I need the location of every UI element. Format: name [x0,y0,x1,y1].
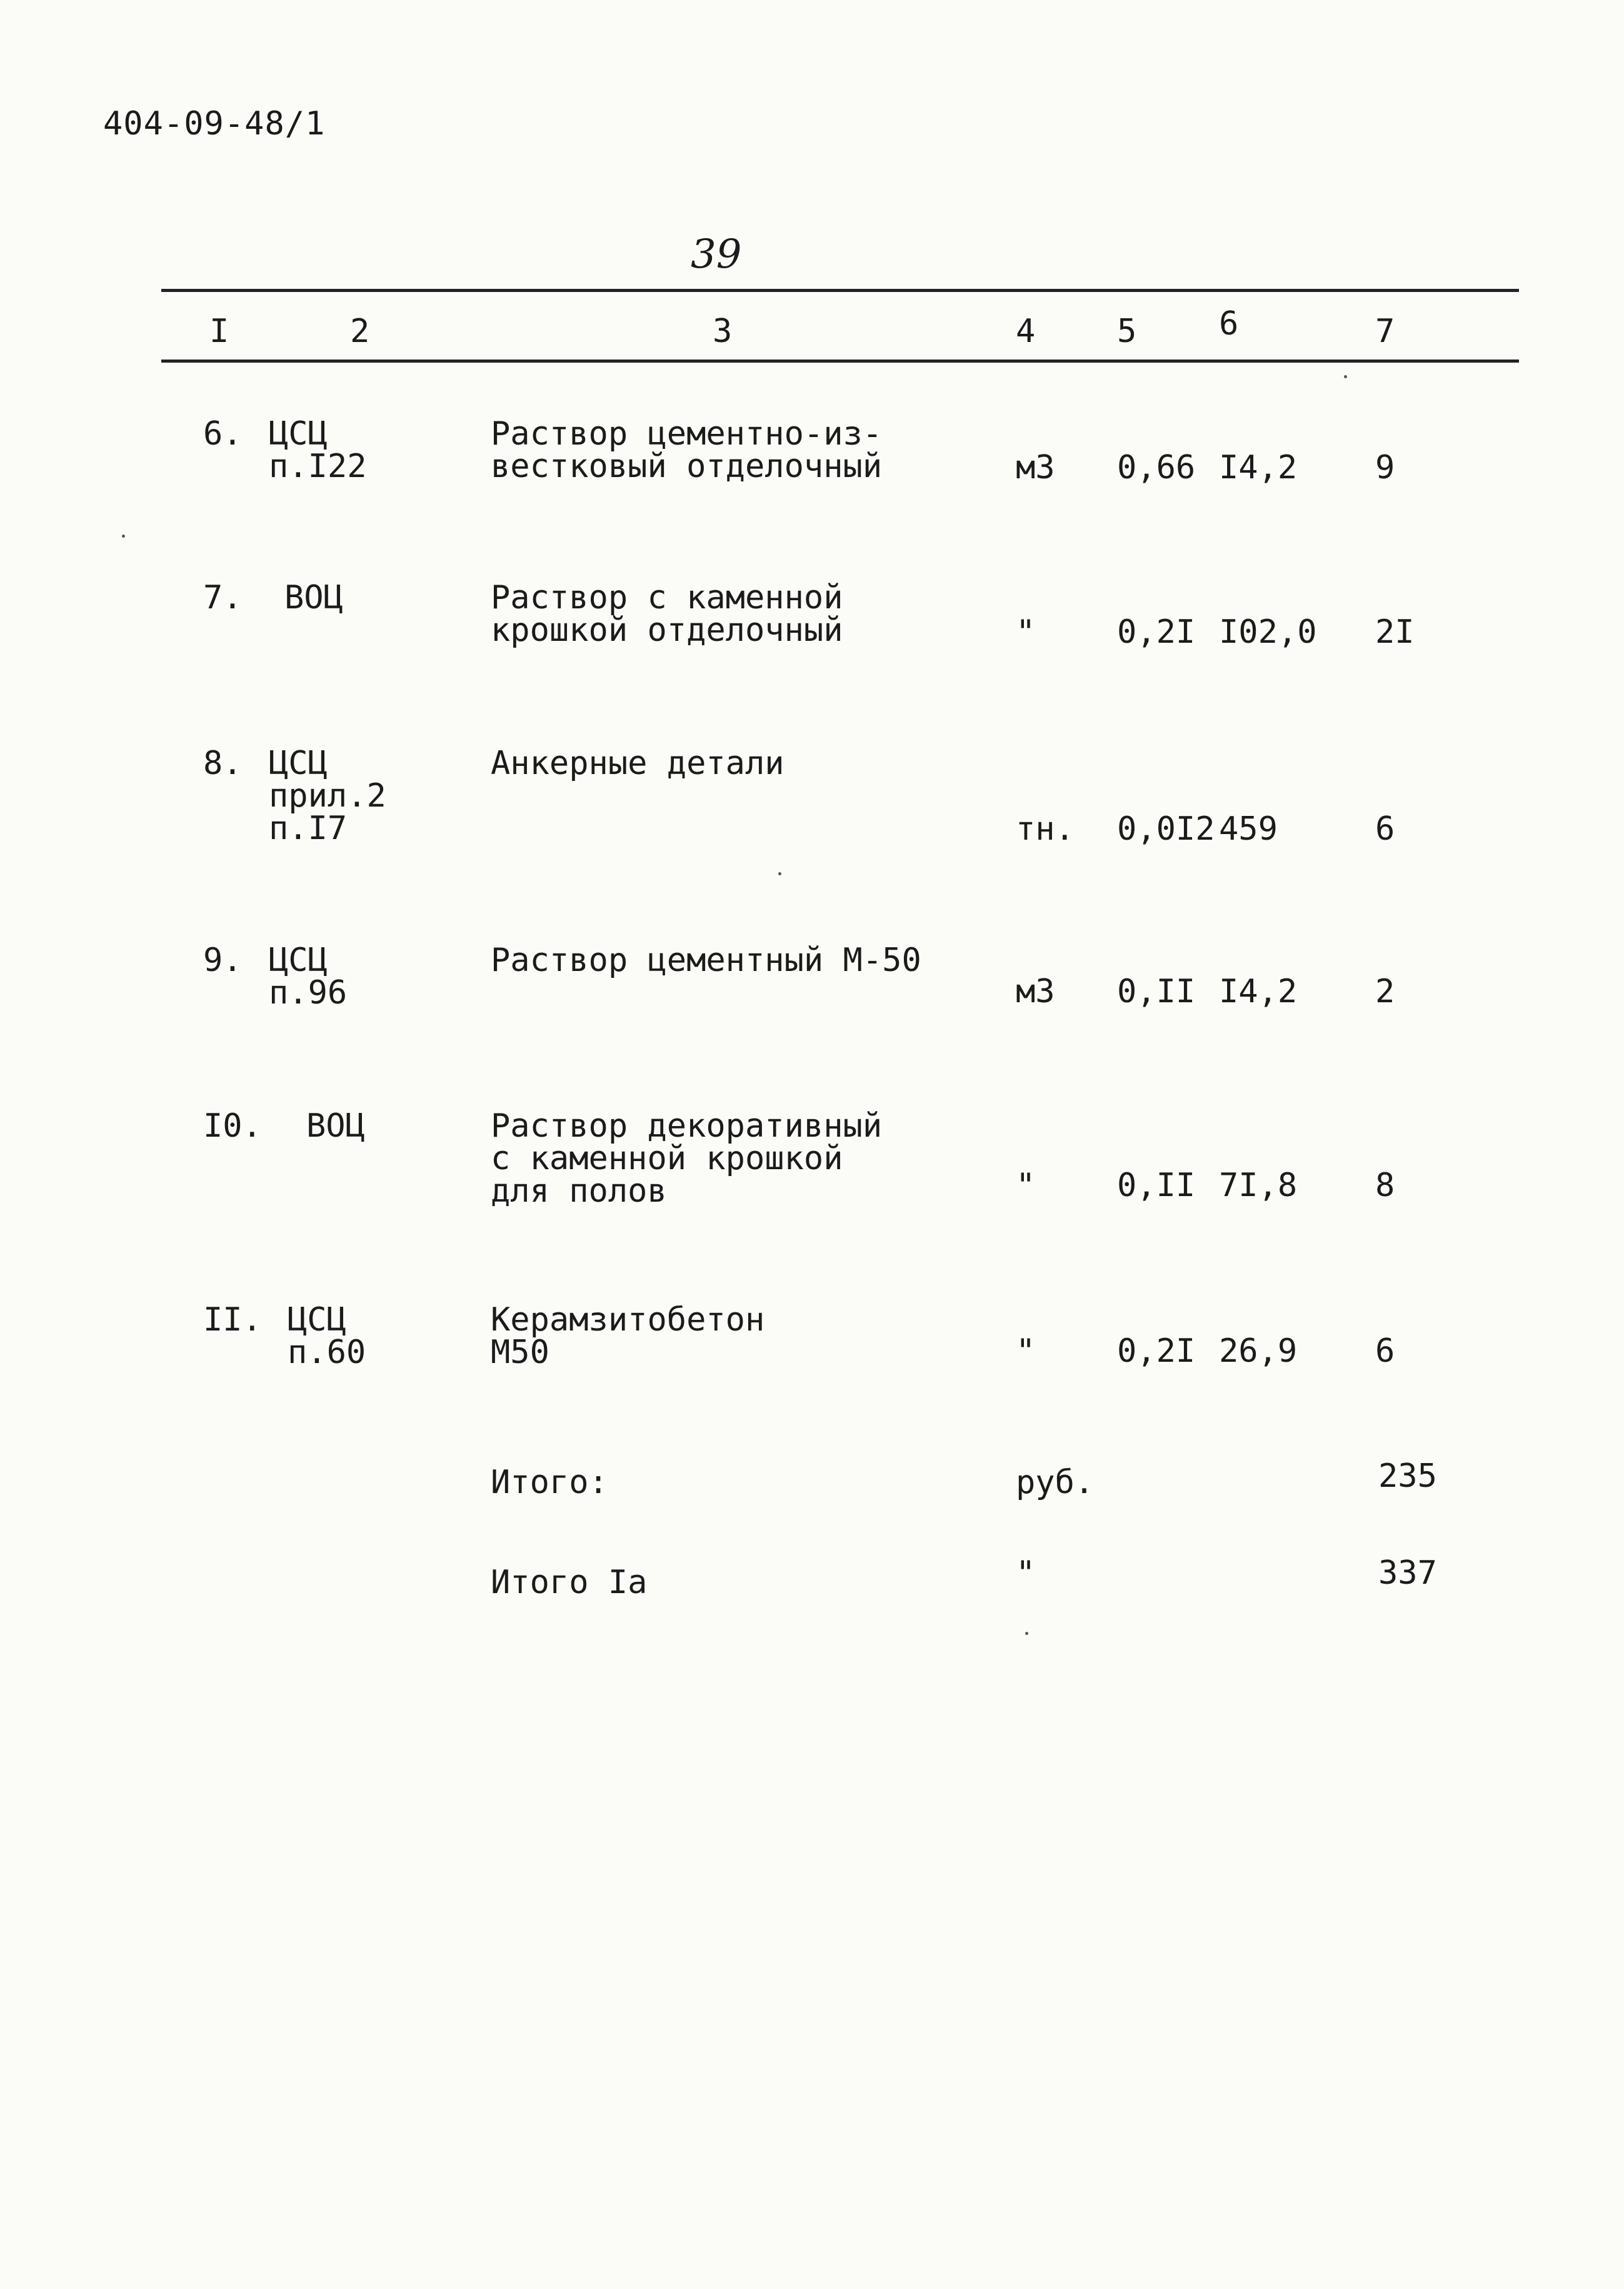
row-source: ЦСЦ прил.2 п.I7 [269,745,386,847]
row-qty: 0,II [1117,973,1196,1010]
document-code: 404-09-48/1 [103,105,326,143]
total-unit: " [1016,1554,1036,1592]
row-number: 6. [203,415,243,453]
total-label: Итого Iа [491,1564,648,1601]
row-total: 6 [1375,1332,1395,1370]
row-qty: 0,2I [1117,1332,1196,1370]
page-number: 39 [691,231,742,278]
column-header-2: 2 [350,313,370,350]
row-price: 459 [1219,810,1278,848]
row-number: 8. [203,745,243,782]
column-header-3: 3 [713,313,733,350]
row-qty: 0,II [1117,1167,1196,1204]
total-value: 235 [1378,1457,1437,1495]
row-total: 2I [1375,613,1415,651]
table-top-rule [161,289,1519,292]
row-unit: тн. [1016,810,1075,848]
total-value: 337 [1378,1554,1437,1592]
scan-speck [1025,1632,1028,1635]
row-unit: " [1016,1332,1036,1370]
column-header-6: 6 [1219,305,1239,343]
table-header-rule [161,360,1519,363]
row-source: ВОЦ [284,579,343,616]
column-header-7: 7 [1375,313,1395,350]
row-unit: " [1016,1167,1036,1204]
row-qty: 0,2I [1117,613,1196,651]
row-number: 7. [203,579,243,616]
row-total: 8 [1375,1167,1395,1204]
scan-speck [122,535,125,538]
row-name: Раствор декоративный с каменной крошкой для полов [491,1107,883,1210]
row-name: Раствор с каменной крошкой отделочный [491,579,843,649]
row-source: ЦСЦ п.I22 [269,415,367,485]
row-number: I0. [203,1107,262,1145]
row-name: Раствор цементный М-50 [491,942,921,979]
row-unit: м3 [1016,449,1055,486]
column-header-1: I [209,313,229,350]
row-price: 26,9 [1219,1332,1298,1370]
row-price: I4,2 [1219,449,1298,486]
column-header-5: 5 [1117,313,1137,350]
row-source: ЦСЦ п.60 [288,1301,366,1371]
row-price: I02,0 [1219,613,1317,651]
total-label: Итого: [491,1464,608,1501]
row-source: ВОЦ [306,1107,365,1145]
row-unit: " [1016,613,1036,651]
row-source: ЦСЦ п.96 [269,942,348,1012]
row-name: Анкерные детали [491,745,784,782]
row-name: Керамзитобетон М50 [491,1301,765,1371]
row-qty: 0,66 [1117,449,1196,486]
row-number: 9. [203,942,243,979]
row-price: I4,2 [1219,973,1298,1010]
row-qty: 0,0I2 [1117,810,1215,848]
row-total: 2 [1375,973,1395,1010]
row-total: 6 [1375,810,1395,848]
row-number: II. [203,1301,262,1339]
total-unit: руб. [1016,1464,1095,1501]
scan-speck [778,872,781,875]
row-name: Раствор цементно-из- вестковый отделочный [491,415,883,485]
row-total: 9 [1375,449,1395,486]
scan-speck [1344,375,1347,378]
row-unit: м3 [1016,973,1055,1010]
column-header-4: 4 [1016,313,1036,350]
row-price: 7I,8 [1219,1167,1298,1204]
